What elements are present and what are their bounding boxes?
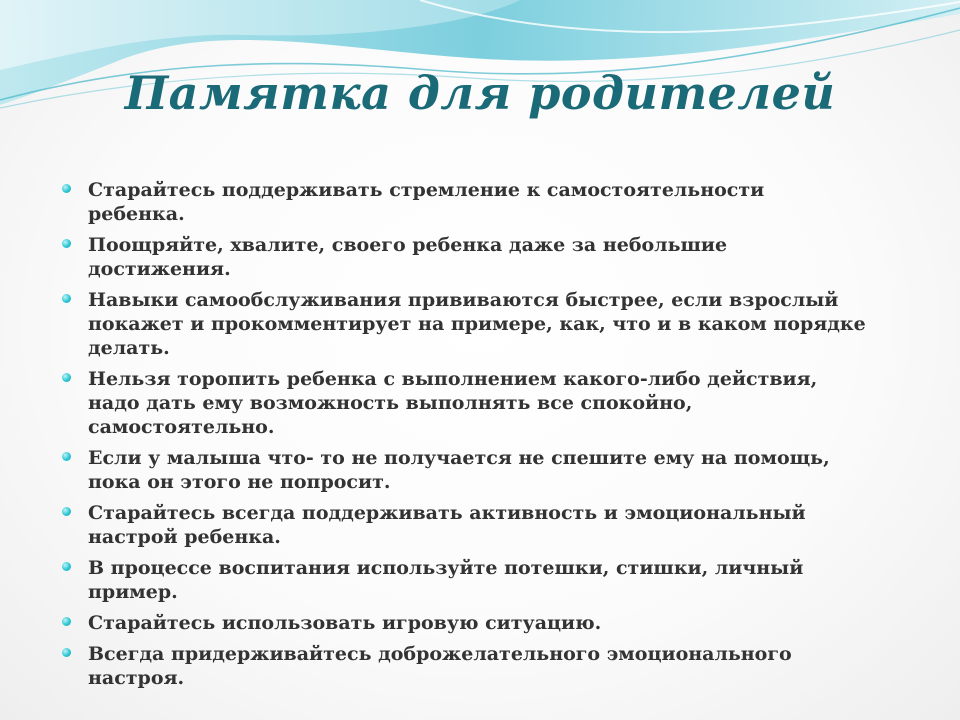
list-item xyxy=(56,367,936,439)
list-item xyxy=(56,446,936,494)
list-item xyxy=(56,288,936,360)
bullet-dot-icon xyxy=(62,294,71,303)
list-item xyxy=(56,642,936,690)
bullet-text-line: Поощряйте, хвалите, своего ребенка даже за небольшие xyxy=(88,234,728,256)
bullet-text-line: Старайтесь поддерживать стремление к самостоятельности xyxy=(88,179,765,201)
bullet-text-line: достижения. xyxy=(88,258,231,280)
bullet-dot-icon xyxy=(62,452,71,461)
bullet-text-line: ребенка. xyxy=(88,203,185,225)
bullet-text-line: Всегда придерживайтесь доброжелательного эмоционального xyxy=(88,643,792,665)
list-item xyxy=(56,501,936,549)
bullet-dot-icon xyxy=(62,562,71,571)
bullet-text-line: Старайтесь всегда поддерживать активность и эмоциональный xyxy=(88,502,806,524)
bullet-dot-icon xyxy=(62,617,71,626)
bullet-text-line: настрой ребенка. xyxy=(88,526,281,548)
bullet-text-line: настроя. xyxy=(88,667,185,689)
list-item xyxy=(56,556,936,604)
bullet-text-line: самостоятельно. xyxy=(88,416,275,438)
bullet-text-line: пример. xyxy=(88,581,178,603)
bullet-dot-icon xyxy=(62,648,71,657)
bullet-text-line: Если у малыша что- то не получается не спешите ему на помощь, xyxy=(88,447,830,469)
bullet-dot-icon xyxy=(62,184,71,193)
bullet-text-line: Нельзя торопить ребенка с выполнением какого-либо действия, xyxy=(88,368,818,390)
bullet-dot-icon xyxy=(62,239,71,248)
list-item xyxy=(56,178,936,226)
bullet-dot-icon xyxy=(62,373,71,382)
list-item xyxy=(56,233,936,281)
page-title: Памятка для родителей xyxy=(124,66,836,120)
bullet-text-line: пока он этого не попросит. xyxy=(88,471,391,493)
bullet-text-line: В процессе воспитания используйте потешки, стишки, личный xyxy=(88,557,804,579)
list-item xyxy=(56,611,936,635)
bullet-text-line: Навыки самообслуживания прививаются быстрее, если взрослый xyxy=(88,289,839,311)
bullet-text-line: покажет и прокомментирует на примере, как, что и в каком порядке xyxy=(88,313,866,335)
bullet-dot-icon xyxy=(62,507,71,516)
bullet-text-line: надо дать ему возможность выполнять все спокойно, xyxy=(88,392,693,414)
bullet-text-line: Старайтесь использовать игровую ситуацию. xyxy=(88,612,602,634)
bullet-list xyxy=(56,178,936,697)
bullet-text-line: делать. xyxy=(88,337,170,359)
